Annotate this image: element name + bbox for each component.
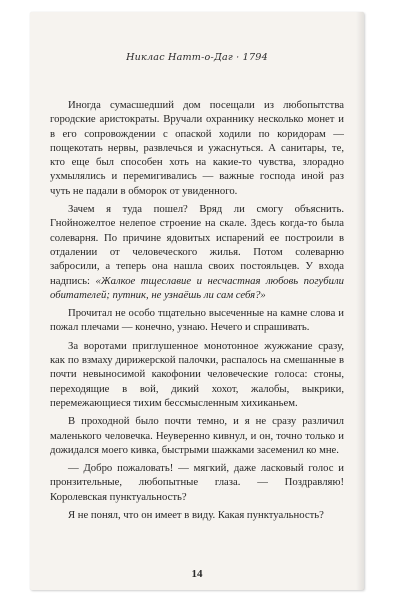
book-page [30,12,364,590]
body-text [50,98,344,522]
paragraph-6: — Добро пожаловать! — мягкий, даже ласковый голос и пронзительные, любопытные глаза. — Поздравляю! Королевская пунктуальность? [50,462,344,503]
paragraph-4: За воротами приглушенное монотонное жужжание сразу, как по взмаху дирижерской палочки, распалось на смешанные в почти невыносимой какофонии человеческие голоса: стоны, переходящие в вой, дикий хохот, жалобы, выкрики, перемежающиеся тихим бессмысленным хихиканьем. [50,339,344,409]
page-number: 14 [191,568,203,580]
paragraph-1: Иногда сумасшедший дом посещали из любопытства городские аристократы. Вручали охраннику несколько монет и в его сопровождении с опаской ходили по коридорам — пощекотать нервы, развлечься и ужаснуться. А санитары, те, кто еще был способен хоть на какие-то чувства, злорадно ухмылялись и перемигивались — важные господа иной раз чуть не падали в обморок от увиденного. [50,99,344,197]
paragraph-2-text: Зачем я туда пошел? Вряд ли смогу объяснить. Гнойножелтое нелепое строение на скале. Здесь когда-то была солеварня. По причине ядовитых испарений ее построили в отдалении от человеческого жилья. Потом солеварню забросили, а теперь она нашла своих постояльцев. У входа надпись: [50,203,344,287]
paragraph-3: Прочитал не особо тщательно высеченные на камне слова и пожал плечами — конечно, узнаю. Нечего и спрашивать. [50,307,344,334]
inscription-quote: «Жалкое тщеславие и несчастная любовь погубили обитателей; путник, не узнаёшь ли сам себя?» [50,274,345,301]
paragraph-2 [50,202,344,302]
running-head: Никлас Натт-о-Даг · 1794 [126,52,268,63]
paragraph-5: В проходной было почти темно, и я не сразу различил маленького человечка. Неуверенно кивнул, и он, точно только и дожидался моего кивка, быстрыми шажками засеменил ко мне. [50,415,344,456]
paragraph-7: Я не понял, что он имеет в виду. Какая пунктуальность? [68,509,324,522]
